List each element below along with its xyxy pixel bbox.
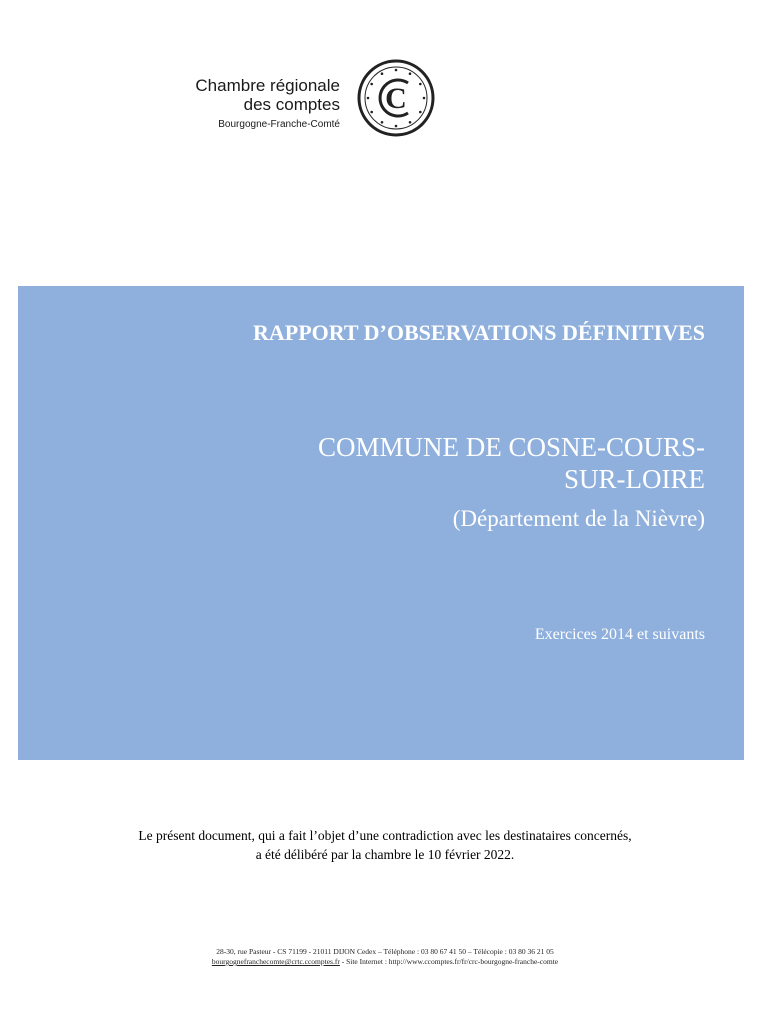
cover-band [18, 286, 744, 760]
statement-line2: a été délibéré par la chambre le 10 février 2022. [255, 847, 515, 862]
seal-letter: C [385, 82, 407, 115]
crc-seal-icon [356, 58, 436, 138]
commune-line2: SUR-LOIRE [564, 464, 705, 494]
department: (Département de la Nièvre) [452, 506, 705, 531]
footer-email-link[interactable]: bourgognefranchecomte@crtc.ccomptes.fr [211, 957, 340, 966]
org-region: Bourgogne-Franche-Comté [218, 119, 340, 130]
org-name-line1: Chambre régionale [195, 76, 340, 95]
org-logo-text [176, 76, 340, 133]
statement-line1: Le présent document, qui a fait l’objet d’une contradiction avec les destinataires concernés, [138, 828, 632, 843]
deliberation-statement [60, 826, 710, 864]
report-title: RAPPORT D’OBSERVATIONS DÉFINITIVES [253, 320, 705, 345]
commune-line1: COMMUNE DE COSNE-COURS- [317, 432, 705, 462]
commune-name [205, 431, 705, 495]
footer-contact [100, 957, 670, 967]
footer [100, 947, 670, 967]
footer-site: - Site Internet : http://www.ccomptes.fr/fr/crc-bourgogne-franche-comte [339, 957, 559, 966]
fiscal-years: Exercices 2014 et suivants [534, 626, 705, 643]
footer-address: 28-30, rue Pasteur - CS 71199 - 21011 DIJON Cedex – Téléphone : 03 80 67 41 50 – Télécopie : 03 80 36 21 05 [216, 947, 554, 956]
org-name-line2: des comptes [243, 95, 340, 114]
